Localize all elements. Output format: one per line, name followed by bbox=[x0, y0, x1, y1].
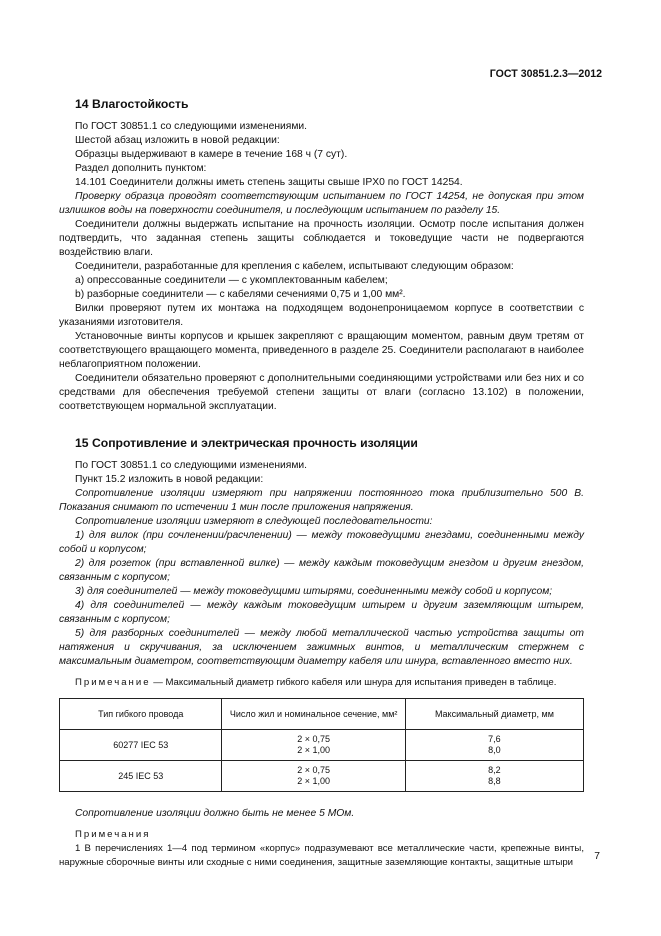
paragraph: Сопротивление изоляции должно быть не менее 5 МОм. bbox=[75, 808, 355, 819]
table-cell-line: 2 × 0,75 bbox=[297, 765, 331, 775]
note-item: 1 В перечислениях 1—4 под термином «корпус» подразумевают все металлические части, крепежные винты, наружные сборочные винты или сходные с ними соединения, защитные заземляющие контакты, защитные штыри bbox=[59, 843, 584, 868]
paragraph: Сопротивление изоляции измеряют при напряжении постоянного тока приблизительно 500 В. Показания снимают по истечении 1 мин после приложения напряжения. bbox=[59, 488, 584, 513]
paragraph: Соединители обязательно проверяют с дополнительными соединяющими устройствами или без них и со средствами для обеспечения требуемой степени защиты от влаги (согласно 13.102) в положении, соответствующем нормальной эксплуатации. bbox=[59, 373, 584, 412]
page-number: 7 bbox=[594, 851, 600, 862]
table-cell-line: 8,2 bbox=[488, 765, 501, 775]
paragraph: Соединители должны выдержать испытание на прочность изоляции. Осмотр после испытания должен подтвердить, что заданная степень защиты соблюдается и токоведущие части не подвергаются воздействию влаги. bbox=[59, 219, 584, 258]
table-header-cell: Тип гибкого провода bbox=[60, 699, 222, 730]
paragraph: 14.101 Соединители должны иметь степень защиты свыше IPX0 по ГОСТ 14254. bbox=[75, 177, 463, 188]
table-cell-line: 8,0 bbox=[488, 745, 501, 755]
document-header: ГОСТ 30851.2.3—2012 bbox=[489, 68, 602, 80]
table-cell: 245 IEC 53 bbox=[60, 761, 222, 792]
table-header-cell: Максимальный диаметр, мм bbox=[405, 699, 583, 730]
table-cell-line: 2 × 0,75 bbox=[297, 734, 331, 744]
table-cell-line: 2 × 1,00 bbox=[297, 776, 331, 786]
cable-diameter-table bbox=[59, 698, 584, 792]
list-item: a) опрессованные соединители — с укомплектованным кабелем; bbox=[75, 275, 388, 286]
list-item: 3) для соединителей — между токоведущими штырями, соединенными между собой и корпусом; bbox=[75, 586, 553, 597]
paragraph: Раздел дополнить пунктом: bbox=[75, 163, 207, 174]
list-item: 5) для разборных соединителей — между любой металлической частью устройства защиты от натяжения и скручивания, за исключением зажимных винтов, и металлическим стержнем с максимальным диаметром, соответствующим диаметру кабеля или шнура, вставленного вместо них. bbox=[59, 628, 584, 667]
table-cell bbox=[222, 730, 405, 761]
note-label: Примечание bbox=[75, 677, 151, 688]
table-header-cell: Число жил и номинальное сечение, мм² bbox=[222, 699, 405, 730]
table-cell bbox=[405, 730, 583, 761]
table-header-row bbox=[60, 699, 584, 730]
list-item: 2) для розеток (при вставленной вилке) — между каждым токоведущим гнездом и другим гнездом, связанным с корпусом; bbox=[59, 558, 584, 583]
paragraph: Проверку образца проводят соответствующим испытанием по ГОСТ 14254, не допуская при этом излишков воды на поверхности соединителя, и последующим испытанием по разделу 15. bbox=[59, 191, 584, 216]
list-item: b) разборные соединители — с кабелями сечениями 0,75 и 1,00 мм². bbox=[75, 289, 406, 300]
table-row bbox=[60, 761, 584, 792]
table-cell: 60277 IEC 53 bbox=[60, 730, 222, 761]
section-15-title: 15 Сопротивление и электрическая прочность изоляции bbox=[75, 436, 418, 450]
table-cell bbox=[222, 761, 405, 792]
paragraph: По ГОСТ 30851.1 со следующими изменениями. bbox=[75, 460, 308, 471]
list-item: 4) для соединителей — между каждым токоведущим штырем и другим заземляющим штырем, связанным с корпусом; bbox=[59, 600, 584, 625]
paragraph: Шестой абзац изложить в новой редакции: bbox=[75, 135, 280, 146]
table-cell-line: 2 × 1,00 bbox=[297, 745, 331, 755]
paragraph: Образцы выдерживают в камере в течение 168 ч (7 сут). bbox=[75, 149, 348, 160]
paragraph: Вилки проверяют путем их монтажа на подходящем водонепроницаемом корпусе в соответствии с указаниями изготовителя. bbox=[59, 303, 584, 328]
paragraph: Установочные винты корпусов и крышек закрепляют с вращающим моментом, равным двум третям от соответствующего вращающего момента, приведенного в разделе 25. Соединители располагают в наиболее неблагоприятном положении. bbox=[59, 331, 584, 370]
paragraph: Пункт 15.2 изложить в новой редакции: bbox=[75, 474, 264, 485]
table-cell bbox=[405, 761, 583, 792]
list-item: 1) для вилок (при сочленении/расчленении) — между токоведущими гнездами, соединенными между собой и корпусом; bbox=[59, 530, 584, 555]
table-cell-line: 8,8 bbox=[488, 776, 501, 786]
page-content bbox=[59, 90, 584, 870]
table-row bbox=[60, 730, 584, 761]
paragraph: Соединители, разработанные для крепления с кабелем, испытывают следующим образом: bbox=[75, 261, 514, 272]
section-14-title: 14 Влагостойкость bbox=[75, 97, 189, 111]
notes-label: Примечания bbox=[75, 829, 151, 840]
paragraph: Сопротивление изоляции измеряют в следующей последовательности: bbox=[75, 516, 433, 527]
paragraph: По ГОСТ 30851.1 со следующими изменениями. bbox=[75, 121, 308, 132]
note-text: — Максимальный диаметр гибкого кабеля или шнура для испытания приведен в таблице. bbox=[150, 677, 557, 688]
table-note bbox=[59, 676, 584, 690]
table-cell-line: 7,6 bbox=[488, 734, 501, 744]
